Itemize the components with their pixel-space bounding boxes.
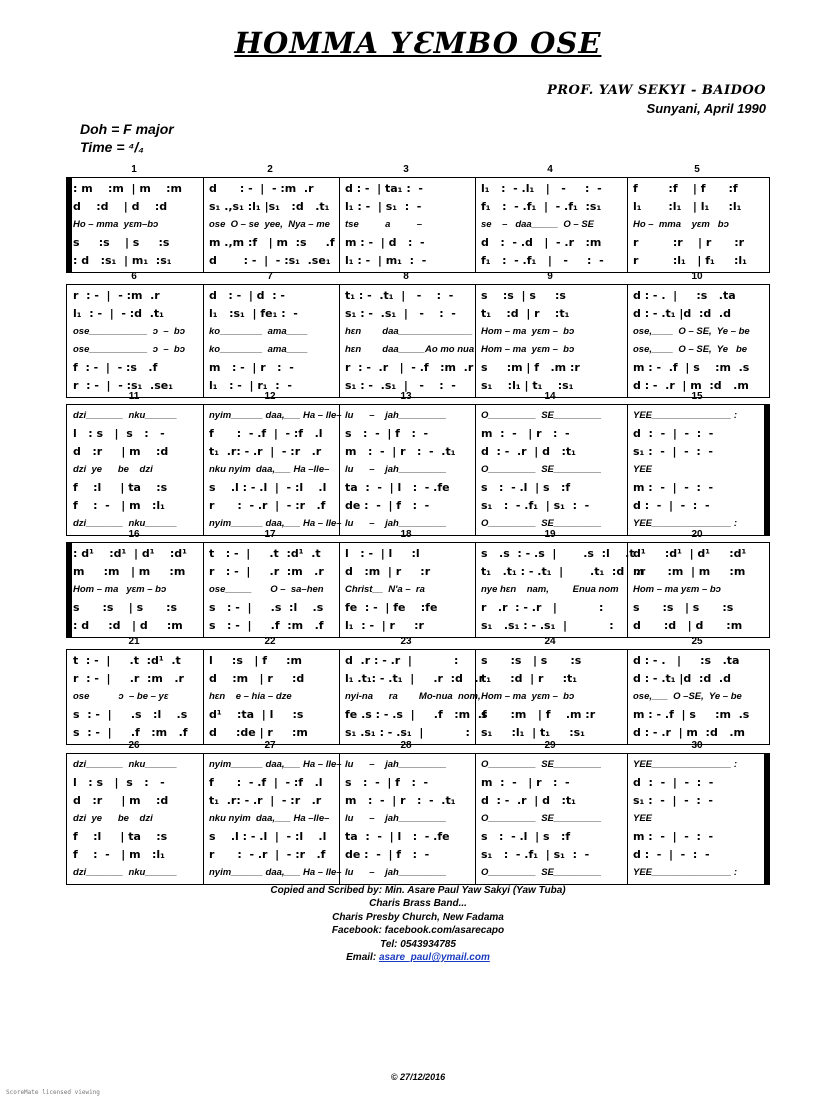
measure-cell: m : - .f | s :m .s [633, 708, 750, 721]
measure-number: 26 [128, 740, 140, 751]
measure-cell: ko________ ama____ [209, 344, 308, 355]
measure-cell: d :d | d :d [73, 200, 168, 213]
measure-cell: r :r | r :r [633, 236, 745, 249]
measure-cell: d :m | r :d [209, 672, 305, 685]
lyric-row [67, 756, 769, 774]
measure-cell: ose ɔ – be – yɛ [73, 691, 169, 702]
measure-cell: f : - .f | - :f .l [209, 427, 323, 440]
measure-cell: m :m | m :m [633, 565, 746, 578]
measure-cell: d : - .r | d :t₁ [481, 445, 576, 458]
lyric-row [67, 810, 769, 828]
measure-cell: dzi ye be dzi [73, 813, 153, 824]
measure-cell: lu – jah_________ [345, 518, 447, 529]
measure-cell: s .l : - .l | - :l .l [209, 830, 327, 843]
measure-number: 21 [128, 636, 140, 647]
credit-line-facebook: Facebook: facebook.com/asarecapo [331, 925, 505, 937]
measure-number: 14 [544, 391, 556, 402]
voice-row [67, 287, 769, 305]
measure-number: 27 [264, 740, 276, 751]
measure-cell: s :m | f .m :r [481, 361, 580, 374]
measure-number: 18 [400, 529, 412, 540]
song-title: HOMMA YƐMBO OSE [234, 26, 602, 60]
measure-cell: s₁ : - .s₁ | - : - [345, 307, 456, 320]
measure-numbers [66, 271, 770, 283]
measure-number: 2 [267, 164, 273, 175]
lyric-row [67, 341, 769, 359]
measure-cell: d : - .t₁ |d :d .d [633, 307, 731, 320]
measure-cell: Hom – ma yɛm – bɔ [481, 344, 575, 355]
measure-number: 10 [691, 271, 703, 282]
measure-cell: s₁ : - .s₁ | - : - [345, 379, 456, 392]
measure-cell: : m :m | m :m [73, 182, 183, 195]
measure-cell: s :s | s :s [481, 654, 582, 667]
measure-cell: l : - | l :l [345, 547, 420, 560]
measure-cell: f : - .f | - :f .l [209, 776, 323, 789]
measure-cell: nyim______ daa,___ Ha – lle– [209, 518, 342, 529]
measure-cell: s : - | .s :l .s [73, 708, 188, 721]
measure-cell: ose_____ O – sa–hen [209, 584, 324, 595]
measure-cell: s :s | s :s [633, 601, 734, 614]
measure-cell: r .r : - .r | : [481, 601, 604, 614]
measure-cell: nyim______ daa,___ Ha – lle– [209, 867, 342, 878]
measure-cell: f₁ : - .f₁ | - .f₁ :s₁ [481, 200, 602, 213]
measure-cell: s : - .l | s :f [481, 481, 571, 494]
measure-cell: : d :s₁ | m₁ :s₁ [73, 254, 172, 267]
measure-number: 3 [403, 164, 409, 175]
measure-cell: f : - | m :l₁ [73, 848, 166, 861]
measure-cell: m : - | r : - [481, 776, 570, 789]
measure-number: 24 [544, 636, 556, 647]
measure-cell: YEE_______________ : [633, 867, 738, 878]
measure-number: 22 [264, 636, 276, 647]
measure-cell: m .,m :f | m :s .f [209, 236, 335, 249]
measure-cell: YEE_______________ : [633, 410, 738, 421]
measure-cell: Ho – mma yɛm–bɔ [73, 219, 159, 230]
measure-cell: f : - | - :s .f [73, 361, 158, 374]
measure-cell: d : - . | :s .ta [633, 654, 740, 667]
time-value: ⁴/₄ [128, 139, 144, 155]
measure-cell: lu – jah_________ [345, 867, 447, 878]
measure-cell: O_________ SE_________ [481, 410, 602, 421]
score-box [66, 404, 770, 536]
voice-row [67, 497, 769, 515]
measure-cell: O_________ SE_________ [481, 867, 602, 878]
measure-cell: O_________ SE_________ [481, 759, 602, 770]
measure-numbers [66, 636, 770, 648]
measure-cell: l₁ : - | - :d .t₁ [73, 307, 164, 320]
measure-cell: hɛn daa_____Ao mo nua [345, 344, 475, 355]
score-box [66, 753, 770, 885]
measure-cell: l :s | f :m [209, 654, 302, 667]
measure-cell: l₁ : - | r :r [345, 619, 424, 632]
measure-cell: s :s | s :s [73, 236, 170, 249]
measure-number: 12 [264, 391, 276, 402]
measure-cell: de : - | f : - [345, 499, 430, 512]
measure-number: 23 [400, 636, 412, 647]
measure-cell: s₁ : - | - : - [633, 794, 714, 807]
voice-row [67, 443, 769, 461]
measure-cell: s .l : - .l | - :l .l [209, 481, 327, 494]
voice-row [67, 652, 769, 670]
measure-cell: r : - .r | - :r .f [209, 499, 326, 512]
measure-cell: m :m | m :m [73, 565, 186, 578]
voice-row [67, 599, 769, 617]
credits-block [0, 884, 836, 964]
measure-cell: d : - | - : - [633, 427, 714, 440]
measure-cell: d :m | r :r [345, 565, 431, 578]
lyric-row [67, 688, 769, 706]
voice-row [67, 234, 769, 252]
measure-cell: s₁ .s₁ : - .s₁ | : [481, 619, 614, 632]
measure-cell: hɛn daa______________ [345, 326, 473, 337]
measure-cell: f :l | ta :s [73, 830, 168, 843]
measure-cell: t₁ .r: - .r | - :r .r [209, 794, 322, 807]
measure-cell: Ho – mma yɛm bɔ [633, 219, 729, 230]
measure-cell: se – daa_____ O – SE [481, 219, 595, 230]
measure-cell: lu – jah_________ [345, 813, 447, 824]
measure-number: 16 [128, 529, 140, 540]
measure-cell: m : - | d : - [345, 236, 425, 249]
measure-cell: d : - | - : - [633, 499, 710, 512]
measure-cell: s .s : - .s | .s :l .t [481, 547, 635, 560]
measure-cell: l : s | s : - [73, 427, 165, 440]
lyric-row [67, 581, 769, 599]
measure-cell: ko________ ama____ [209, 326, 308, 337]
measure-number: 15 [691, 391, 703, 402]
measure-cell: de : - | f : - [345, 848, 430, 861]
measure-cell: ose,____ O – SE, Ye – be [633, 326, 750, 337]
measure-cell: Hom – ma yɛm – bɔ [633, 584, 721, 595]
credit-line-band: Charis Brass Band... [369, 898, 467, 910]
voice-row [67, 617, 769, 635]
measure-number: 9 [547, 271, 553, 282]
measure-cell: r : - | - :s₁ .se₁ [73, 379, 174, 392]
measure-cell: Christ__ N'a – ra [345, 584, 425, 595]
measure-number: 11 [128, 391, 140, 402]
voice-row [67, 198, 769, 216]
measure-cell: s₁ : - .f₁ | s₁ : - [481, 499, 590, 512]
voice-row [67, 359, 769, 377]
measure-cell: nyi-na ra Mo-nua nom, [345, 691, 481, 702]
measure-cell: s₁ .,s₁ :l₁ |s₁ :d .t₁ [209, 200, 330, 213]
measure-cell: t : - | .t :d¹ .t [73, 654, 181, 667]
measure-cell: s₁ :l₁ | t₁ :s₁ [481, 379, 574, 392]
voice-row [67, 252, 769, 270]
measure-cell: l₁ : - | s₁ : - [345, 200, 422, 213]
measure-number: 20 [691, 529, 703, 540]
measure-cell: t₁ :d | r :t₁ [481, 307, 570, 320]
measure-cell: YEE [633, 464, 653, 475]
measure-cell: d : - | - :m .r [209, 182, 314, 195]
measure-cell: d : - .t₁ |d :d .d [633, 672, 731, 685]
measure-cell: l₁ :s₁ | fe₁ : - [209, 307, 298, 320]
measure-cell: d : - .r | m :d .m [633, 726, 745, 739]
voice-row [67, 305, 769, 323]
measure-cell: dzi ye be dzi [73, 464, 153, 475]
email-link[interactable]: asare_paul@ymail.com [378, 952, 490, 964]
measure-number: 7 [267, 271, 273, 282]
copyright: © 27/12/2016 [390, 1072, 446, 1082]
measure-numbers [66, 529, 770, 541]
time-label: Time = [80, 139, 129, 155]
measure-cell: d : - .r | m :d .m [633, 379, 749, 392]
measure-cell: ose___________ ɔ – bɔ [73, 326, 185, 337]
time-signature [80, 139, 144, 155]
measure-cell: tse a – [345, 219, 423, 230]
measure-cell: nye hɛn nam, Enua nom [481, 584, 619, 595]
measure-number: 13 [400, 391, 412, 402]
measure-cell: d : - | - : - [633, 848, 710, 861]
measure-number: 6 [131, 271, 137, 282]
lyric-row [67, 323, 769, 341]
measure-cell: s₁ : - .f₁ | s₁ : - [481, 848, 590, 861]
measure-cell: d :de | r :m [209, 726, 308, 739]
score-box [66, 284, 770, 398]
measure-cell: : d :d | d :m [73, 619, 183, 632]
measure-number: 17 [264, 529, 276, 540]
measure-cell: d : - .r | d :t₁ [481, 794, 576, 807]
measure-cell: t₁ :d | r :t₁ [481, 672, 578, 685]
voice-row [67, 792, 769, 810]
measure-cell: s : - | f : - [345, 427, 429, 440]
lyric-row [67, 461, 769, 479]
measure-cell: m : - | - : - [633, 481, 714, 494]
measure-number: 1 [131, 164, 137, 175]
measure-cell: s :s | s :s [481, 289, 566, 302]
viewer-watermark: ScoreMate licensed viewing [6, 1089, 100, 1096]
credit-line-email [0, 951, 836, 964]
measure-cell: ta : - | l : - .fe [345, 481, 450, 494]
measure-cell: d : - | ta₁ : - [345, 182, 423, 195]
measure-cell: d :r | m :d [73, 794, 169, 807]
measure-cell: ose O – se yee, Nya – me [209, 219, 330, 230]
measure-cell: ta : - | l : - .fe [345, 830, 450, 843]
measure-cell: s : - | .f :m .f [209, 619, 324, 632]
measure-cell: l₁ :l₁ | l₁ :l₁ [633, 200, 742, 213]
measure-cell: f₁ : - .f₁ | - : - [481, 254, 604, 267]
measure-cell: d : - | - : - [633, 776, 714, 789]
measure-cell: m : - | r : - .t₁ [345, 794, 456, 807]
measure-cell: d : - | d : - [209, 289, 285, 302]
measure-cell: t₁ .t₁ : - .t₁ | .t₁ :d .r [481, 565, 646, 578]
measure-cell: r : - | .r :m .r [209, 565, 324, 578]
measure-cell: r : - | .r :m .r [73, 672, 184, 685]
score-box [66, 177, 770, 273]
measure-numbers [66, 164, 770, 176]
measure-cell: d :d | d :m [633, 619, 743, 632]
measure-cell: d .r : - .r | : [345, 654, 459, 667]
measure-numbers [66, 391, 770, 403]
measure-cell: s₁ : - | - : - [633, 445, 714, 458]
voice-row [67, 706, 769, 724]
lyric-row [67, 864, 769, 882]
credit-line-phone: Tel: 0543934785 [380, 938, 456, 950]
measure-cell: YEE [633, 813, 653, 824]
measure-cell: r : - | - :m .r [73, 289, 160, 302]
measure-number: 4 [547, 164, 553, 175]
measure-cell: l₁ : - | r₁ : - [209, 379, 292, 392]
measure-number: 29 [544, 740, 556, 751]
voice-row [67, 828, 769, 846]
measure-cell: ose,___ O –SE, Ye – be [633, 691, 742, 702]
measure-cell: l₁ : - | m₁ : - [345, 254, 427, 267]
measure-cell: YEE_______________ : [633, 518, 738, 529]
voice-row [67, 563, 769, 581]
measure-cell: t₁ .r: - .r | - :r .r [209, 445, 322, 458]
measure-cell: dzi_______ nku______ [73, 410, 178, 421]
place-date: Sunyani, April 1990 [646, 101, 766, 116]
measure-cell: r : - .r | - .f :m .r [345, 361, 474, 374]
measure-cell: O_________ SE_________ [481, 464, 602, 475]
measure-cell: dzi_______ nku______ [73, 518, 178, 529]
measure-cell: lu – jah_________ [345, 464, 447, 475]
measure-cell: t : - | .t :d¹ .t [209, 547, 321, 560]
measure-cell: : d¹ :d¹ | d¹ :d¹ [73, 547, 187, 560]
measure-cell: m : - | r : - .t₁ [345, 445, 456, 458]
measure-cell: d¹ :ta | l :s [209, 708, 304, 721]
measure-cell: ose___________ ɔ – bɔ [73, 344, 185, 355]
measure-cell: ose,____ O – SE, Ye be [633, 344, 748, 355]
measure-cell: Hom – ma yɛm – bɔ [481, 691, 575, 702]
credit-line-scribe: Copied and Scribed by: Min. Asare Paul Yaw Sakyi (Yaw Tuba) [270, 885, 566, 896]
email-label: Email: [346, 952, 379, 964]
measure-cell: nku nyim daa,___ Ha –lle– [209, 813, 330, 824]
measure-cell: s :m | f .m :r [481, 708, 596, 721]
key-signature: Doh = F major [80, 121, 174, 137]
score-box [66, 542, 770, 638]
measure-cell: dzi_______ nku______ [73, 867, 178, 878]
measure-cell: l₁ .t₁: - .t₁ | .r :d .r [345, 672, 485, 685]
measure-cell: lu – jah_________ [345, 759, 447, 770]
measure-cell: r :l₁ | f₁ :l₁ [633, 254, 747, 267]
lyric-row [67, 407, 769, 425]
measure-cell: l : s | s : - [73, 776, 165, 789]
measure-cell: s : - | .f :m .f [73, 726, 188, 739]
composer: PROF. YAW SEKYI - BAIDOO [546, 83, 766, 98]
voice-row [67, 545, 769, 563]
measure-cell: s₁ :l₁ | t₁ :s₁ [481, 726, 585, 739]
measure-cell: d : - . | :s .ta [633, 289, 736, 302]
measure-cell: m : - | r : - [209, 361, 294, 374]
measure-number: 25 [691, 636, 703, 647]
measure-cell: m : - .f | s :m .s [633, 361, 750, 374]
score-box [66, 649, 770, 745]
measure-cell: f :l | ta :s [73, 481, 168, 494]
voice-row [67, 774, 769, 792]
measure-cell: f :f | f :f [633, 182, 738, 195]
measure-cell: d :r | m :d [73, 445, 169, 458]
measure-number: 5 [694, 164, 700, 175]
measure-cell: d¹ :d¹ | d¹ :d¹ [633, 547, 747, 560]
measure-cell: fe : - | fe :fe [345, 601, 438, 614]
measure-number: 28 [400, 740, 412, 751]
measure-cell: nyim______ daa,___ Ha – lle– [209, 759, 342, 770]
voice-row [67, 479, 769, 497]
measure-number: 30 [691, 740, 703, 751]
measure-number: 8 [403, 271, 409, 282]
measure-cell: d : - .d | - .r :m [481, 236, 602, 249]
measure-cell: fe .s : - .s | .f :m .f [345, 708, 487, 721]
credit-line-church: Charis Presby Church, New Fadama [332, 911, 504, 923]
measure-cell: Hom – ma yɛm – bɔ [73, 584, 167, 595]
measure-numbers [66, 740, 770, 752]
voice-row [67, 670, 769, 688]
voice-row [67, 425, 769, 443]
measure-cell: YEE_______________ : [633, 759, 738, 770]
lyric-row [67, 216, 769, 234]
measure-cell: O_________ SE_________ [481, 813, 602, 824]
measure-cell: s : - .l | s :f [481, 830, 571, 843]
measure-cell: O_________ SE_________ [481, 518, 602, 529]
measure-cell: f : - | m :l₁ [73, 499, 166, 512]
measure-cell: l₁ : - .l₁ | - : - [481, 182, 602, 195]
measure-cell: s :s | s :s [73, 601, 178, 614]
voice-row [67, 846, 769, 864]
measure-number: 19 [544, 529, 556, 540]
measure-cell: d : - | - :s₁ .se₁ [209, 254, 331, 267]
measure-cell: s₁ .s₁ : - .s₁ | : [345, 726, 470, 739]
measure-cell: dzi_______ nku______ [73, 759, 178, 770]
voice-row [67, 180, 769, 198]
measure-cell: s : - | .s :l .s [209, 601, 324, 614]
measure-cell: hɛn e – hia – dze [209, 691, 292, 702]
measure-cell: t₁ : - .t₁ | - : - [345, 289, 454, 302]
measure-cell: m : - | r : - [481, 427, 570, 440]
measure-cell: s : - | f : - [345, 776, 429, 789]
measure-cell: m : - | - : - [633, 830, 714, 843]
measure-cell: nyim______ daa,___ Ha – lle– [209, 410, 342, 421]
measure-cell: Hom – ma yɛm – bɔ [481, 326, 575, 337]
measure-cell: lu – jah_________ [345, 410, 447, 421]
measure-cell: nku nyim daa,___ Ha –lle– [209, 464, 330, 475]
measure-cell: r : - .r | - :r .f [209, 848, 326, 861]
